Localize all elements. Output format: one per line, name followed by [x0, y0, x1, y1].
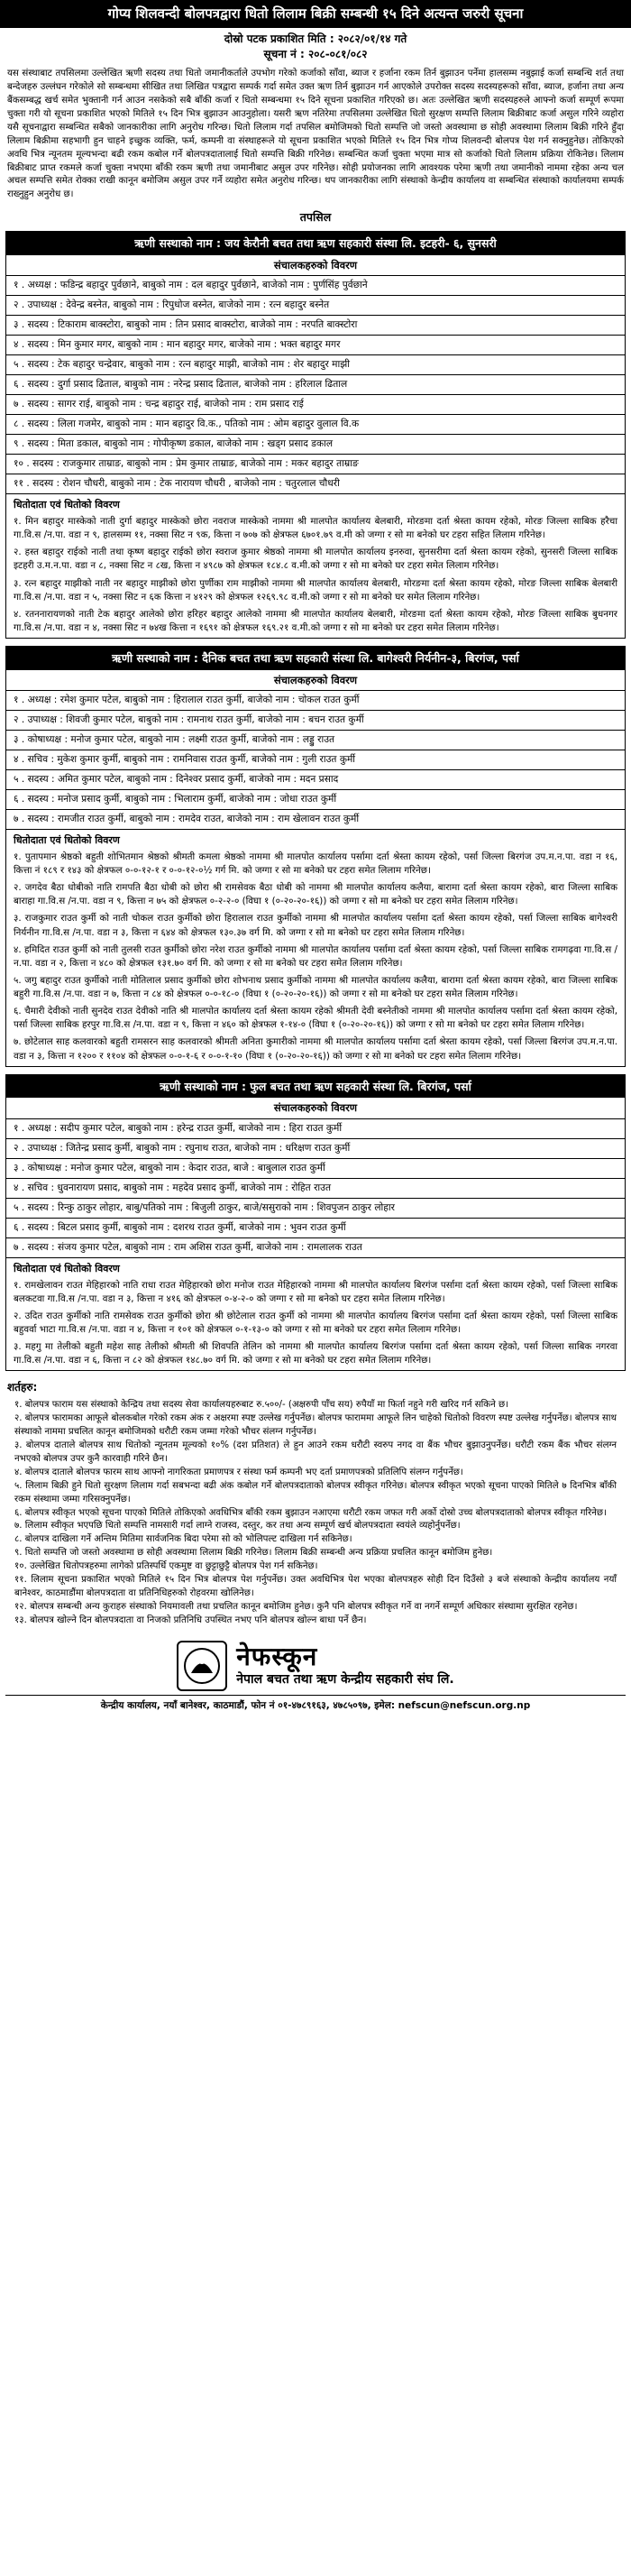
term-item: १३. बोलपत्र खोल्ने दिन बोलपत्रदाता वा निजको प्रतिनिधि उपस्थित नभए पनि बोलपत्र खोल्न बाधा पर्ने छैन।	[14, 1615, 367, 1625]
collateral-heading: धितोदाता एवं धितोको विवरण	[14, 499, 120, 511]
term-item: ११. लिलाम सूचना प्रकाशित भएको मितिले १५ दिन भित्र बोलपत्र पेश गर्नुपर्नेछ। उक्त अवधिभित्र पेश भएका बोलपत्रहरु सोही दिन दिउँसो ३ बजे संस्थाको केन्द्रीय कार्यालय नयाँ बानेश्वर, काठमाडौंमा बोलपत्रदाता वा प्रतिनिधिहरुको रोहवरमा खोलिनेछ।	[14, 1574, 617, 1598]
collateral-item: ६. चैमारी देवीको नाती सुनदेव राउत देवीको नाति श्री मालपोत कार्यालय दर्ता श्रेस्ता कायम रहेको श्रीमती देवी बस्नेतीको नाममा श्री मालपोत कार्यालय पर्सामा दर्ता श्रेस्ता कायम रहेको, पर्सा जिल्ला साबिक हरपुर गा.वि.स /न.पा. वडा न ९, कित्ता न ४६० को क्षेत्रफल १-१४-० (विघा १ (०-२०-२०-१६)) को जग्गा र सो मा बनेको घर टहरा समेत लिलाम गरिनेछ।	[14, 1006, 617, 1031]
board-member-row: ३ . सदस्य : टिकाराम बाक्स्टोरा, बाबुको नाम : तिन प्रसाद बाक्स्टोरा, बाजेको नाम : नरपति बाक्स्टोरा	[6, 316, 625, 336]
term-item: ७. लिलाम स्वीकृत भएपछि धितो सम्पत्ति नामसारी गर्दा लाग्ने राजस्व, दस्तुर, कर तथा अन्य सम्पूर्ण खर्च बोलपत्रदाता स्वयंले व्यहोर्नुपर्नेछ।	[14, 1521, 461, 1532]
term-item: १. बोलपत्र फाराम यस संस्थाको केन्द्रिय तथा सदस्य सेवा कार्यालयहरुबाट रु.५००/- (अक्षरुपी पाँच सय) रुपैयाँ मा फिर्ता नहुने गरी खरिद गर्न सकिने छ।	[14, 1400, 509, 1411]
collateral-item: ३. महगु मा तेलीको बहुती महेश साह तेलीको श्रीमती श्री शिवपति तेलिन को नाममा श्री मालपोत कार्यालय बिरगंज पर्सामा दर्ता श्रेस्ता कायम रहेको, पर्सा जिल्ला साबिक नगरवा गा.वि.स /न.पा. वडा न ६, कित्ता न ८२ को क्षेत्रफल १४८.७० वर्ग मि. को जग्गा र सो मा बनेको घर टहरा समेत लिलाम गरिनेछ।	[14, 1341, 617, 1366]
board-member-row: ३ . कोषाध्यक्ष : मनोज कुमार पटेल, बाबुको नाम : लक्ष्मी राउत कुर्मी, बाजेको नाम : लड्डु राउत	[6, 731, 625, 750]
term-item: १०. उल्लेखित धितोपत्रहरुमा लागेको प्रतिस्पर्धि एकमुष्ट वा छुट्टाछुट्टै बोलपत्र पेश गर्न सकिनेछ।	[14, 1561, 318, 1572]
collateral-item: १. मिन बहादुर मास्केको नाती दुर्गा बहादुर मास्केको छोरा नवराज मास्केको नाममा श्री मालपोत कार्यालय बेलबारी, मोरङमा दर्ता श्रेस्ता कायम रहेको, मोरङ जिल्ला साबिक हरैचा गा.वि.स /न.पा. वडा न ९, हालसम्म ११, नक्सा सिट न ९क, कित्ता न ७०७ को क्षेत्रफल ६७०१.७९ व.मी को जग्गा र सो मा बनेको घर टहरा सहित लिलाम गरिनेछ।	[14, 516, 617, 541]
term-item: १२. बोलपत्र सम्बन्धी अन्य कुराहरु संस्थाको नियमावली तथा प्रचलित कानून बमोजिम हुनेछ। कुनै पनि बोलपत्र स्वीकृत गर्ने वा नगर्ने सम्पूर्ण अधिकार संस्थामा सुरक्षित रहनेछ।	[14, 1601, 578, 1612]
board-member-row: ४ . सचिव : मुकेश कुमार कुर्मी, बाबुको नाम : रामनिवास राउत कुर्मी, बाजेको नाम : गुली राउत कुर्मी	[6, 750, 625, 770]
board-member-row: ५ . सदस्य : अमित कुमार पटेल, बाबुको नाम : दिनेश्वर प्रसाद कुर्मी, बाजेको नाम : मदन प्रसाद	[6, 770, 625, 790]
term-item: ८. बोलपत्र दाखिला गर्ने अन्तिम मितिमा सार्वजनिक बिदा परेमा सो को भोलिपल्ट दाखिला गर्न सकिनेछ।	[14, 1534, 352, 1545]
org-logo-name: नेफस्कून	[236, 1642, 318, 1672]
board-member-row: १ . अध्यक्ष : फडिन्द्र बहादुर पुर्वछाने, बाबुको नाम : दल बहादुर पुर्वछाने, बाजेको नाम : पुर्णसिंह पुर्वछाने	[6, 276, 625, 296]
collateral-item: २. हस्त बहादुर राईको नाती तथा कृष्ण बहादुर राईको छोरा स्वराज कुमार श्रेष्ठको नाममा श्री मालपोत कार्यालय इनरुवा, सुनसरीमा दर्ता श्रेस्ता कायम रहेको, सुनसरी जिल्ला साबिक इटहरी उ.म.न.पा. वडा न ८, नक्सा सिट न ८ख, कित्ता न ४९८७ को क्षेत्रफल १८४.८ व.मी.को जग्गा र सो मा बनेको घर टहरा समेत लिलाम गरिनेछ।	[14, 547, 617, 572]
published-date: दोस्रो पटक प्रकाशित मिति : २०८२/०१/१४ गते	[224, 32, 407, 46]
borrower-section	[5, 646, 626, 1067]
board-member-row: १ . अध्यक्ष : सदीप कुमार पटेल, बाबुको नाम : हरेन्द्र राउत कुर्मी, बाजेको नाम : हिरा राउत कुर्मी	[6, 1119, 625, 1139]
collateral-item: २. उदित राउत कुर्मीको नाति रामसेवक राउत कुर्मीको छोरा श्री छोटेलाल राउत कुर्मी को नाममा श्री मालपोत कार्यालय बिरगंज पर्सामा दर्ता श्रेस्ता कायम रहेको, पर्सा जिल्ला साबिक बहुवर्वा भाटा गा.वि.स /न.पा. वडा न ४, कित्ता न १०१ को क्षेत्रफल ०-१-१३-० को जग्गा र सो मा बनेको घर टहरा समेत लिलाम गरिनेछ।	[14, 1310, 617, 1335]
term-item: ३. बोलपत्र दाताले बोलपत्र साथ धितोको न्यूनतम मूल्यको १०% (दश प्रतिशत) ले हुन आउने रकम धरौटी स्वरुप नगद वा बैंक भौचर बुझाउनुपर्नेछ। धरौटी रकम बैंक भौचर संलग्न नभएको बोलपत्र उपर कुनै कारवाही गरिने छैन।	[14, 1440, 617, 1464]
board-member-row: १० . सदस्य : राजकुमार ताम्राङ, बाबुको नाम : प्रेम कुमार ताम्राङ, बाजेको नाम : मकर बहादुर ताम्राङ	[6, 455, 625, 474]
term-item: २. बोलपत्र फारामका आफूले बोलकबोल गरेको रकम अंक र अक्षरमा स्पष्ट उल्लेख गर्नुपर्नेछ। बोलपत्र फाराममा आफूले लिन चाहेको धितोको विवरण स्पष्ट उल्लेख गर्नुपर्नेछ। बोलपत्र साथ संस्थाको नाममा प्रचलित कानून बमोजिमको धरौटी रकम जम्मा गरेको भौचर संलग्न गर्नुपर्नेछ।	[14, 1413, 617, 1438]
board-member-row: ८ . सदस्य : लिला गजमेर, बाबुको नाम : मान बहादुर वि.क., पतिको नाम : ओम बहादुर वुलाल वि.क	[6, 415, 625, 435]
board-member-row: ४ . सचिव : धुवनारायण प्रसाद, बाबुको नाम : महदेव प्रसाद कुर्मी, बाजेको नाम : रोहित राउत	[6, 1179, 625, 1199]
borrower-name: ऋणी सस्थाको नाम : जय केरौनी बचत तथा ऋण सहकारी संस्था लि. इटहरी- ६, सुनसरी	[6, 232, 625, 255]
board-member-row: १ . अध्यक्ष : रमेश कुमार पटेल, बाबुको नाम : हिरालाल राउत कुर्मी, बाजेको नाम : चोकल राउत कुर्मी	[6, 691, 625, 711]
terms-list	[0, 1397, 631, 1631]
collateral-item: ७. छोटेलाल साह कलवारको बहुती रामसरन साह कलवारको श्रीमती अनिता कुमारीको नाममा श्री मालपोत कार्यालय पर्सामा दर्ता श्रेस्ता कायम रहेको, पर्सा जिल्ला बिरगंज उप.म.न.पा. वडा न ३, कित्ता न १२०० र ११०४ को क्षेत्रफल ०-०-१-६ र ०-०-१-१० (विघा १ (०-२०-२०-१६)) को जग्गा र सो मा बनेको घर टहरा समेत लिलाम गरिनेछ।	[14, 1036, 617, 1062]
board-member-row: २ . उपाध्यक्ष : जितेन्द्र प्रसाद कुर्मी, बाबुको नाम : रघुनाथ राउत, बाजेको नाम : धरिक्षण राउत कुर्मी	[6, 1139, 625, 1159]
collateral-item: २. जगदेव बैठा धोबीको नाति रामपति बैठा धोबी को छोरा श्री रामसेवक बैठा धोबी को नाममा श्री मालपोत कार्यालय कलैया, बारामा दर्ता श्रेस्ता कायम रहेको, बारा जिल्ला साबिक बाराहा गा.वि.स /न.पा. वडा न ९, कित्ता न ७५ को क्षेत्रफल ०-२-२-० (विघा १ (०-२०-२०-१६)) को जग्गा र सो मा बनेको घर टहरा समेत लिलाम गरिनेछ।	[14, 882, 617, 907]
collateral-item: १. पुतापमान श्रेष्ठको बहुती शोभितमान श्रेष्ठको श्रीमती कमला श्रेष्ठको नाममा श्री मालपोत कार्यालय पर्सामा दर्ता श्रेस्ता कायम रहेको, पर्सा जिल्ला बिरगंज उप.म.न.पा. वडा न १६, कित्ता नं १८९ र १४३ को क्षेत्रफल ०-०-१२-१ र ०-०-१२-०½ गर्ग मि. को जग्गा र सो मा बनेको घर टहरा समेत लिलाम गरिनेछ।	[14, 851, 617, 877]
board-member-row: ७ . सदस्य : रामजीत राउत कुर्मी, बाबुको नाम : रामदेव राउत, बाजेको नाम : राम खेलावन राउत कुर्मी	[6, 810, 625, 830]
board-member-row: ६ . सदस्य : मनोज प्रसाद कुर्मी, बाबुको नाम : भिलाराम कुर्मी, बाजेको नाम : जोधा राउत कुर्मी	[6, 790, 625, 810]
board-member-row: २ . उपाध्यक्ष : शिवजी कुमार पटेल, बाबुको नाम : रामनाथ राउत कुर्मी, बाजेको नाम : बचन राउत कुर्मी	[6, 711, 625, 731]
collateral-item: ३. रत्न बहादुर माझीको नाती नर बहादुर माझीको छोरा पुर्णीका राम माझीको नाममा श्री मालपोत कार्यालय बेलबारी, मोरङमा दर्ता श्रेस्ता कायम रहेको, मोरङ जिल्ला साबिक बेलबारी गा.वि.स /न.पा. वडा न ५, नक्सा सिट न ६क कित्ता न ४१२९ को क्षेत्रफल १२६९.९८ व.मी.को जग्गा र सो मा बनेको घर समेत लिलाम गरिनेछ।	[14, 577, 617, 603]
board-member-row: ११ . सदस्य : रोशन चौधरी, बाबुको नाम : टेक नारायण चौधरी , बाजेको नाम : चतुरलाल चौधरी	[6, 474, 625, 494]
sections-container	[0, 231, 631, 1371]
term-item: ६. बोलपत्र स्वीकृत भएको सूचना पाएको मितिले तोकिएको अवधिभित्र बाँकी रकम बुझाउन नआएमा धरौटी रकम जफत गरी अर्को दोस्रो उच्च बोलपत्रदाताको बोलपत्र स्वीकृत गरिनेछ।	[14, 1507, 607, 1518]
nefscun-logo-icon	[177, 1641, 227, 1691]
footer-logo	[0, 1641, 631, 1691]
board-members-heading: संचालकहरुको विवरण	[6, 255, 625, 276]
board-member-row: ९ . सदस्य : मिता डकाल, बाबुको नाम : गोपीकृष्ण डकाल, बाजेको नाम : खड्ग प्रसाद डकाल	[6, 435, 625, 455]
board-member-row: ३ . कोषाध्यक्ष : मनोज कुमार पटेल, बाबुको नाम : केदार राउत, बाजे : बाबुलाल राउत कुर्मी	[6, 1159, 625, 1179]
collateral-item: ५. जगु बहादुर राउत कुर्मीको नाती मोतिलाल प्रसाद कुर्मीको छोरा शोभनाथ प्रसाद कुर्मीको नाममा श्री मालपोत कार्यालय कलैया, बारामा दर्ता श्रेस्ता कायम रहेको, बारा जिल्ला साबिक बहुरी गा.वि.स /न.पा. वडा न ७, कित्ता न ८४ को क्षेत्रफल ०-०-१८-० (विघा १ (०-२०-२०-१६)) को जग्गा र सो मा बनेको घर टहरा समेत लिलाम गरिनेछ।	[14, 974, 617, 1000]
board-member-row: ५ . सदस्य : टेक बहादुर चन्द्रेवार, बाबुको नाम : रत्न बहादुर माझी, बाजेको नाम : शेर बहादुर माझी	[6, 355, 625, 375]
notice-title: गोप्य शिलवन्दी बोलपत्रद्वारा धितो लिलाम बिक्री सम्बन्धी १५ दिने अत्यन्त जरुरी सूचना	[0, 0, 631, 28]
board-members-heading: संचालकहरुको विवरण	[6, 670, 625, 691]
term-item: ४. बोलपत्र दाताले बोलपत्र फारम साथ आफ्नो नागरिकता प्रमाणपत्र र संस्था फर्म कम्पनी भए दर्ता प्रमाणपत्रको प्रतिलिपि संलग्न गर्नुपर्नेछ।	[14, 1467, 463, 1477]
board-member-row: ६ . सदस्य : बिटल प्रसाद कुर्मी, बाबुको नाम : दशरथ राउत कुर्मी, बाजेको नाम : भुवन राउत कुर्मी	[6, 1219, 625, 1238]
borrower-name: ऋणी सस्थाको नाम : फुल बचत तथा ऋण सहकारी संस्था लि. बिरगंज, पर्सा	[6, 1075, 625, 1099]
terms-heading: शर्तहरु:	[7, 1381, 38, 1394]
borrower-section	[5, 231, 626, 639]
intro-paragraph: यस संस्थाबाट तपसिलमा उल्लेखित ऋणी सदस्य तथा धितो जमानीकर्ताले उपभोग गरेको कर्जाको साँवा, ब्याज र हर्जाना रकम तिर्न बुझाउन पर्नेमा हालसम्म नबुझाई कर्जा सम्बन्धि शर्त तथा बन्देजहरु उल्लंघन गरेकोले सो सम्बन्धमा सीखित तथा लिखित पत्रद्वारा सम्पर्क गर्दा समेत उक्त ऋण तिर्न बुझाउन गर्न आएकोले उपरोक्त सदस्य सदस्यहरूको साँवा, ब्याज, हर्जाना तथा अन्य बैंकसम्बद्ध खर्च समेत भुक्तानी गर्न आउन नसकेको सबै बाँकी कर्जा र धितो सम्बन्धमा १५ दिने सूचना प्रकाशित गरिएको छ। अतः उल्लेखित ऋणी सदस्यहरुले आफ्नो कर्जा सम्पूर्ण रूपमा चुक्ता गरी यो सूचना प्रकाशित भएको मितिले १५ दिन भित्र बुझाउन आउनुहोला। यसरी ऋण नतिरेमा तपसिलमा उल्लेखित धितो सुरक्षण सम्पत्ति लिलाम बिक्रीबाट कर्जा असुल गरिने व्यहोरा यसै सूचनाद्वारा सम्बन्धित सबैको जानकारीका लागि अनुरोध गरिन्छ। धितो लिलाम गर्दा तपसिल बमोजिमको धितो सम्पत्ति जो जस्तो अवस्थामा छ सोही अवस्थामा लिलाम बिक्री गरिने हुँदा लिलाम बिक्रीमा सहभागी हुन चाहने इच्छुक व्यक्ति, फर्म, कम्पनी वा संस्थाहरूले यो सूचना प्रकाशित भएको मितिले १५ दिन भित्र गोप्य शिलवन्दी बोलपत्र पेश गर्न सक्नुहुनेछ। तोकिएको अवधि भित्र न्यूनतम मूल्यभन्दा बढी रकम कबोल गर्ने बोलपत्रदातालाई धितो सम्पत्ति बिक्री गरिनेछ। सम्बन्धित कर्जा चुक्ता भएमा मात्र सो कर्जाको धितो लिलाम प्रक्रिया रोकिनेछ। लिलाम बिक्रीबाट प्राप्त रकमले कर्जा चुक्ता नभएमा बाँकी रकम ऋणी तथा जमानीबाट असुल उपर गरिनेछ। सोही प्रयोजनका लागि आवश्यक परेमा ऋणी तथा जमानीको नाममा रहेका अन्य चल अचल सम्पत्ति समेत रोक्का राखी कानून बमोजिम असुल उपर गर्ने व्यहोरा समेत अनुरोध गरिन्छ। थप जानकारीका लागि संस्थाको केन्द्रीय कार्यालय वा सम्बन्धित संस्थाको कार्यालयमा सम्पर्क राख्नुहुन अनुरोध छ।	[7, 69, 624, 200]
collateral-item: ३. राजकुमार राउत कुर्मी को नाती चोकल राउत कुर्मीको छोरा हिरालाल राउत कुर्मीको नाममा श्री मालपोत कार्यालय पर्सामा दर्ता श्रेस्ता कायम रहेको, पर्सा जिल्ला साबिक बागेश्वरी निर्यनीन गा.वि.स /न.पा. वडा न ३, कित्ता न ६४४ को क्षेत्रफल १३०.३७ वर्ग मि. को जग्गा र सो मा बनेको घर टहरा समेत लिलाम गरिनेछ।	[14, 913, 617, 938]
org-full-name: नेपाल बचत तथा ऋण केन्द्रीय सहकारी संघ लि.	[236, 1671, 454, 1687]
board-member-row: ७ . सदस्य : सागर राई, बाबुको नाम : चन्द्र बहादुर राई, बाजेको नाम : राम प्रसाद राई	[6, 395, 625, 415]
collateral-item: ४. रतननारायणको नाती टेक बहादुर आलेको छोरा हरिहर बहादुर आलेको नाममा श्री मालपोत कार्यालय बेलबारी, मोरङमा दर्ता श्रेस्ता कायम रहेको, मोरङ जिल्ला साबिक बुधनगर गा.वि.स /न.पा. वडा न ४, नक्सा सिट न ७४ख कित्ता न १६९१ को क्षेत्रफल १६९.२१ व.मी.को जग्गा र सो मा बनेको घर टहरा समेत लिलाम गरिनेछ।	[14, 608, 617, 633]
borrower-name: ऋणी सस्थाको नाम : दैनिक बचत तथा ऋण सहकारी संस्था लि. बागेश्वरी निर्यनीन-३, बिरगंज, पर्सा	[6, 647, 625, 670]
board-member-row: ४ . सदस्य : मिन कुमार मगर, बाबुको नाम : मान बहादुर मगर, बाजेको नाम : भक्त बहादुर मगर	[6, 336, 625, 355]
board-member-row: ७ . सदस्य : संजय कुमार पटेल, बाबुको नाम : राम अशिस राउत कुर्मी, बाजेको नाम : रामलालक राउत	[6, 1238, 625, 1258]
tapsil-heading: तपसिल	[299, 210, 332, 225]
collateral-item: १. रामखेलावन राउत मेहिहारको नाति राधा राउत मेहिहारको छोरा मनोज राउत मेहिहारको नाममा श्री मालपोत कार्यालय बिरगंज पर्सामा दर्ता श्रेस्ता कायम रहेको, पर्सा जिल्ला साबिक बलकटवा गा.वि.स /न.पा. वडा न ३, कित्ता न ४१६ को क्षेत्रफल ०-४-२-० को जग्गा र सो मा बनेको घर टहरा समेत लिलाम गरिनेछ।	[14, 1279, 617, 1304]
collateral-heading: धितोदाता एवं धितोको विवरण	[14, 1263, 120, 1274]
board-member-row: ६ . सदस्य : दुर्गा प्रसाद ढिताल, बाबुको नाम : नरेन्द्र प्रसाद ढिताल, बाजेको नाम : हरिलाल ढिताल	[6, 375, 625, 395]
notice-number: सूचना नं : २०८-०८१/०८२	[263, 48, 368, 61]
footer-contact: केन्द्रीय कार्यालय, नयाँ बानेश्वर, काठमाडौं, फोन नं ०१-४७८९१६३, ४७८५०९७, इमेल: nefscun@nefscun.org.np	[5, 1695, 626, 1713]
term-item: ९. धितो सम्पत्ति जो जस्तो अवस्थामा छ सोही अवस्थामा लिलाम बिक्री गरिनेछ। लिलाम बिक्री सम्बन्धी अन्य प्रक्रिया प्रचलित कानून बमोजिम हुनेछ।	[14, 1548, 493, 1559]
collateral-item: ४. हमिदित राउत कुर्मी को नाती तुलसी राउत कुर्मीको छोरा नरेश राउत कुर्मीको नाममा श्री मालपोत कार्यालय पर्सामा दर्ता श्रेस्ता कायम रहेको, पर्सा जिल्ला साबिक रामगढ़वा गा.वि.स /न.पा. वडा न २, कित्ता न ४८० को क्षेत्रफल १३१.७० वर्ग मि. को जग्गा र सो मा बनेको घर टहरा समेत लिलाम गरिनेछ।	[14, 943, 617, 969]
borrower-section	[5, 1074, 626, 1372]
board-members-heading: संचालकहरुको विवरण	[6, 1098, 625, 1118]
board-member-row: २ . उपाध्यक्ष : देवेन्द्र बस्नेत, बाबुको नाम : रिपुधोज बस्नेत, बाजेको नाम : रत्न बहादुर बस्नेत	[6, 296, 625, 316]
board-member-row: ५ . सदस्य : रिन्कु ठाकुर लोहार, बाबु/पतिको नाम : बिजुली ठाकुर, बाजे/ससुराको नाम : शिवपुजन ठाकुर लोहार	[6, 1199, 625, 1219]
term-item: ५. लिलाम बिक्री हुने धितो सुरक्षण लिलाम गर्दा सबभन्दा बढी अंक कबोल गर्ने बोलपत्रदाताको बोलपत्र स्वीकृत गरिनेछ। बोलपत्र स्वीकृत भएको सूचना पाएको मितिले ७ दिनभित्र बाँकी रकम संस्थामा जम्मा गरिसक्नुपर्नेछ।	[14, 1480, 617, 1504]
collateral-heading: धितोदाता एवं धितोको विवरण	[14, 834, 120, 847]
